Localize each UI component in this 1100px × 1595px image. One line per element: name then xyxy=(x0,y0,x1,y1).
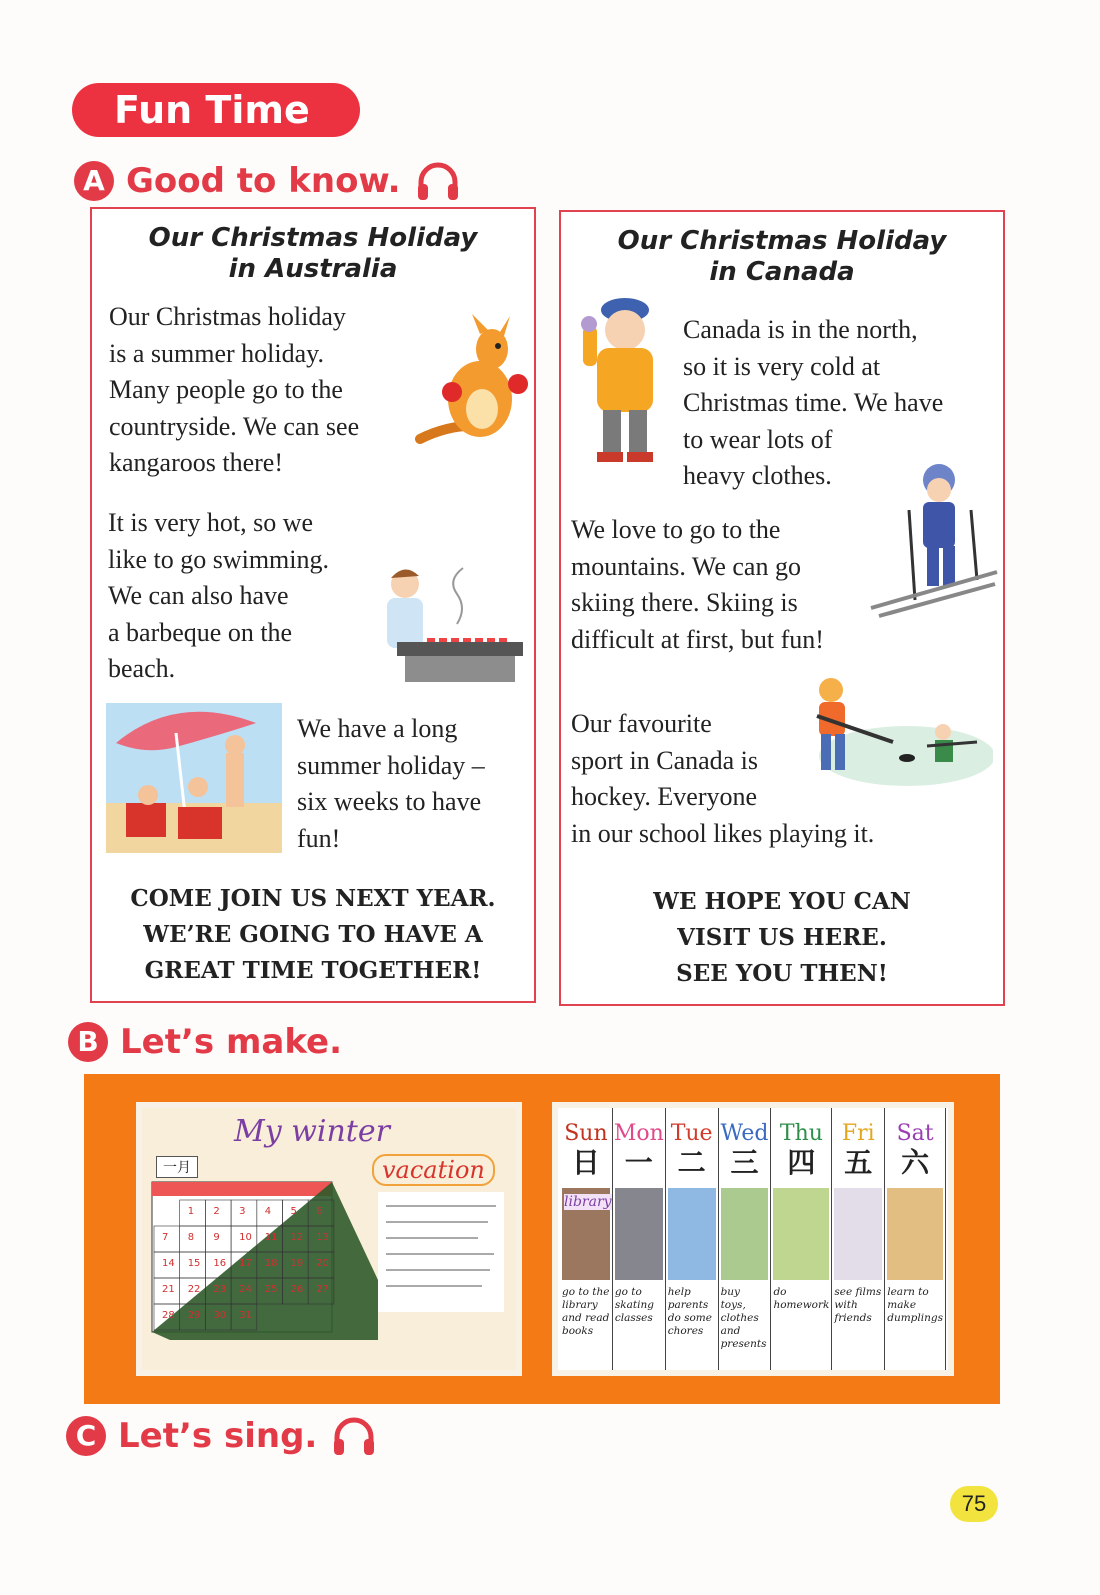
calendar-date: 1 xyxy=(187,1206,195,1217)
winter-calendar-photo xyxy=(136,1102,522,1376)
canada-paragraph-2: We love to go to the mountains. We can go skiing there. Skiing is difficult at first, but fun! xyxy=(571,515,824,654)
calendar-month: 一月 xyxy=(156,1156,198,1178)
calendar-date: 10 xyxy=(239,1232,252,1243)
barbeque-illustration xyxy=(377,564,529,686)
week-day-drawing xyxy=(834,1188,882,1280)
calendar-date: 4 xyxy=(264,1206,272,1217)
australia-closing xyxy=(92,881,534,989)
section-c-title: Let’s sing. xyxy=(118,1416,318,1456)
week-day-cn: 一 xyxy=(624,1146,653,1179)
week-day-en: Sat xyxy=(896,1121,934,1146)
australia-title-line1: Our Christmas Holiday xyxy=(148,223,478,253)
week-day-en: Tue xyxy=(670,1121,713,1146)
week-day-cn: 五 xyxy=(844,1146,873,1179)
canada-closing-line2: VISIT US HERE. xyxy=(677,924,887,951)
week-day-en: Thu xyxy=(779,1121,823,1146)
calendar-date: 3 xyxy=(239,1206,246,1217)
week-day-column xyxy=(666,1108,719,1370)
week-day-cn: 二 xyxy=(677,1146,706,1179)
week-activity-photo xyxy=(552,1102,954,1376)
week-day-column xyxy=(832,1108,885,1370)
canada-title xyxy=(561,226,1003,288)
week-day-caption: go to skating classes xyxy=(614,1286,654,1324)
canada-paragraph-1: Canada is in the north, so it is very cold at Christmas time. We have to wear lots of heavy clothes. xyxy=(683,315,944,490)
canada-panel xyxy=(559,210,1005,1006)
section-b-letter: B xyxy=(68,1022,108,1062)
calendar-date: 9 xyxy=(213,1232,220,1243)
week-day-cn: 六 xyxy=(901,1146,930,1179)
library-label: library xyxy=(564,1194,612,1210)
australia-title-line2: in Australia xyxy=(228,254,398,284)
week-day-caption: see films with friends xyxy=(834,1286,882,1324)
canada-title-line2: in Canada xyxy=(709,257,855,287)
week-day-cn: 日 xyxy=(571,1146,600,1179)
calendar-notes xyxy=(378,1192,504,1312)
week-day-caption: go to the library and read books xyxy=(562,1286,610,1337)
headphones-icon[interactable] xyxy=(415,160,461,202)
calendar-date: 30 xyxy=(213,1310,227,1321)
week-day-caption: buy toys, clothes and presents xyxy=(720,1286,767,1350)
calendar-date: 14 xyxy=(162,1258,175,1269)
calendar-date: 19 xyxy=(290,1258,304,1269)
week-day-en: Sun xyxy=(564,1121,608,1146)
calendar-date: 12 xyxy=(290,1232,304,1243)
section-a-heading xyxy=(74,160,461,202)
kangaroo-illustration xyxy=(410,314,530,444)
calendar-date: 15 xyxy=(187,1258,201,1269)
week-day-column xyxy=(771,1108,832,1370)
calendar-date: 29 xyxy=(187,1310,201,1321)
week-day-en: Fri xyxy=(841,1121,875,1146)
calendar-date: 23 xyxy=(213,1284,227,1295)
week-day-cn: 三 xyxy=(730,1146,759,1179)
calendar-date: 5 xyxy=(290,1206,297,1217)
week-day-column xyxy=(613,1108,666,1370)
week-day-column xyxy=(719,1108,772,1370)
section-b-heading xyxy=(68,1022,342,1062)
section-b-title: Let’s make. xyxy=(120,1022,343,1062)
calendar-date: 31 xyxy=(239,1310,252,1321)
calendar-subtitle: vacation xyxy=(372,1154,495,1186)
week-day-cn: 四 xyxy=(787,1146,816,1179)
australia-panel xyxy=(90,207,536,1003)
skier-illustration xyxy=(869,460,999,620)
australia-paragraph-1: Our Christmas holiday is a summer holiday. Many people go to the countryside. We can see kangaroos there! xyxy=(109,302,360,477)
australia-closing-line1: COME JOIN US NEXT YEAR. xyxy=(130,885,496,912)
canada-title-line1: Our Christmas Holiday xyxy=(617,226,947,256)
week-day-column xyxy=(560,1108,613,1370)
canada-paragraph-3: Our favourite sport in Canada is hockey. Everyone in our school likes playing it. xyxy=(571,709,875,848)
section-a-letter: A xyxy=(74,161,114,201)
week-day-caption: learn to make dumplings xyxy=(887,1286,943,1324)
calendar-date: 27 xyxy=(316,1284,329,1295)
calendar-date: 25 xyxy=(264,1284,278,1295)
calendar-date: 21 xyxy=(162,1284,175,1295)
calendar-date: 6 xyxy=(316,1206,323,1217)
calendar-date: 2 xyxy=(213,1206,220,1217)
calendar-date: 8 xyxy=(187,1232,195,1243)
winter-boy-illustration xyxy=(575,296,675,466)
section-c-letter: C xyxy=(66,1416,106,1456)
australia-closing-line2: WE’RE GOING TO HAVE A xyxy=(143,921,483,948)
canada-closing xyxy=(561,884,1003,992)
calendar-date: 18 xyxy=(264,1258,278,1269)
section-c-heading xyxy=(66,1415,377,1457)
canada-closing-line3: SEE YOU THEN! xyxy=(676,960,888,987)
calendar-date: 26 xyxy=(290,1284,304,1295)
australia-title xyxy=(92,223,534,285)
fun-time-banner: Fun Time xyxy=(72,83,360,137)
week-day-drawing xyxy=(887,1188,943,1280)
beach-photo xyxy=(106,703,282,853)
calendar-date: 7 xyxy=(162,1232,169,1243)
australia-paragraph-2: It is very hot, so we like to go swimming. We can also have a barbeque on the beach. xyxy=(108,508,329,683)
week-day-en: Mon xyxy=(613,1121,664,1146)
calendar-grid xyxy=(150,1170,380,1350)
australia-paragraph-3: We have a long summer holiday – six weeks to have fun! xyxy=(297,714,485,853)
week-day-en: Wed xyxy=(720,1121,769,1146)
lets-make-board xyxy=(84,1074,1000,1404)
week-day-column xyxy=(885,1108,946,1370)
calendar-date: 24 xyxy=(239,1284,252,1295)
calendar-date: 16 xyxy=(213,1258,227,1269)
calendar-date: 28 xyxy=(162,1310,175,1321)
week-day-drawing xyxy=(668,1188,716,1280)
calendar-date: 13 xyxy=(316,1232,329,1243)
week-day-drawing xyxy=(773,1188,829,1280)
week-columns xyxy=(560,1108,946,1370)
canada-closing-line1: WE HOPE YOU CAN xyxy=(653,888,911,915)
australia-closing-line3: GREAT TIME TOGETHER! xyxy=(144,957,482,984)
week-day-caption: do homework xyxy=(773,1286,830,1311)
week-day-drawing xyxy=(721,1188,769,1280)
calendar-date: 11 xyxy=(264,1232,278,1243)
headphones-icon[interactable] xyxy=(331,1415,377,1457)
week-day-caption: help parents do some chores xyxy=(667,1286,712,1337)
page-number: 75 xyxy=(950,1486,998,1522)
calendar-title: My winter xyxy=(234,1114,390,1149)
section-a-title: Good to know. xyxy=(126,161,401,201)
calendar-date: 17 xyxy=(239,1258,252,1269)
week-day-drawing xyxy=(615,1188,663,1280)
calendar-date: 20 xyxy=(316,1258,329,1269)
calendar-date: 22 xyxy=(187,1284,201,1295)
